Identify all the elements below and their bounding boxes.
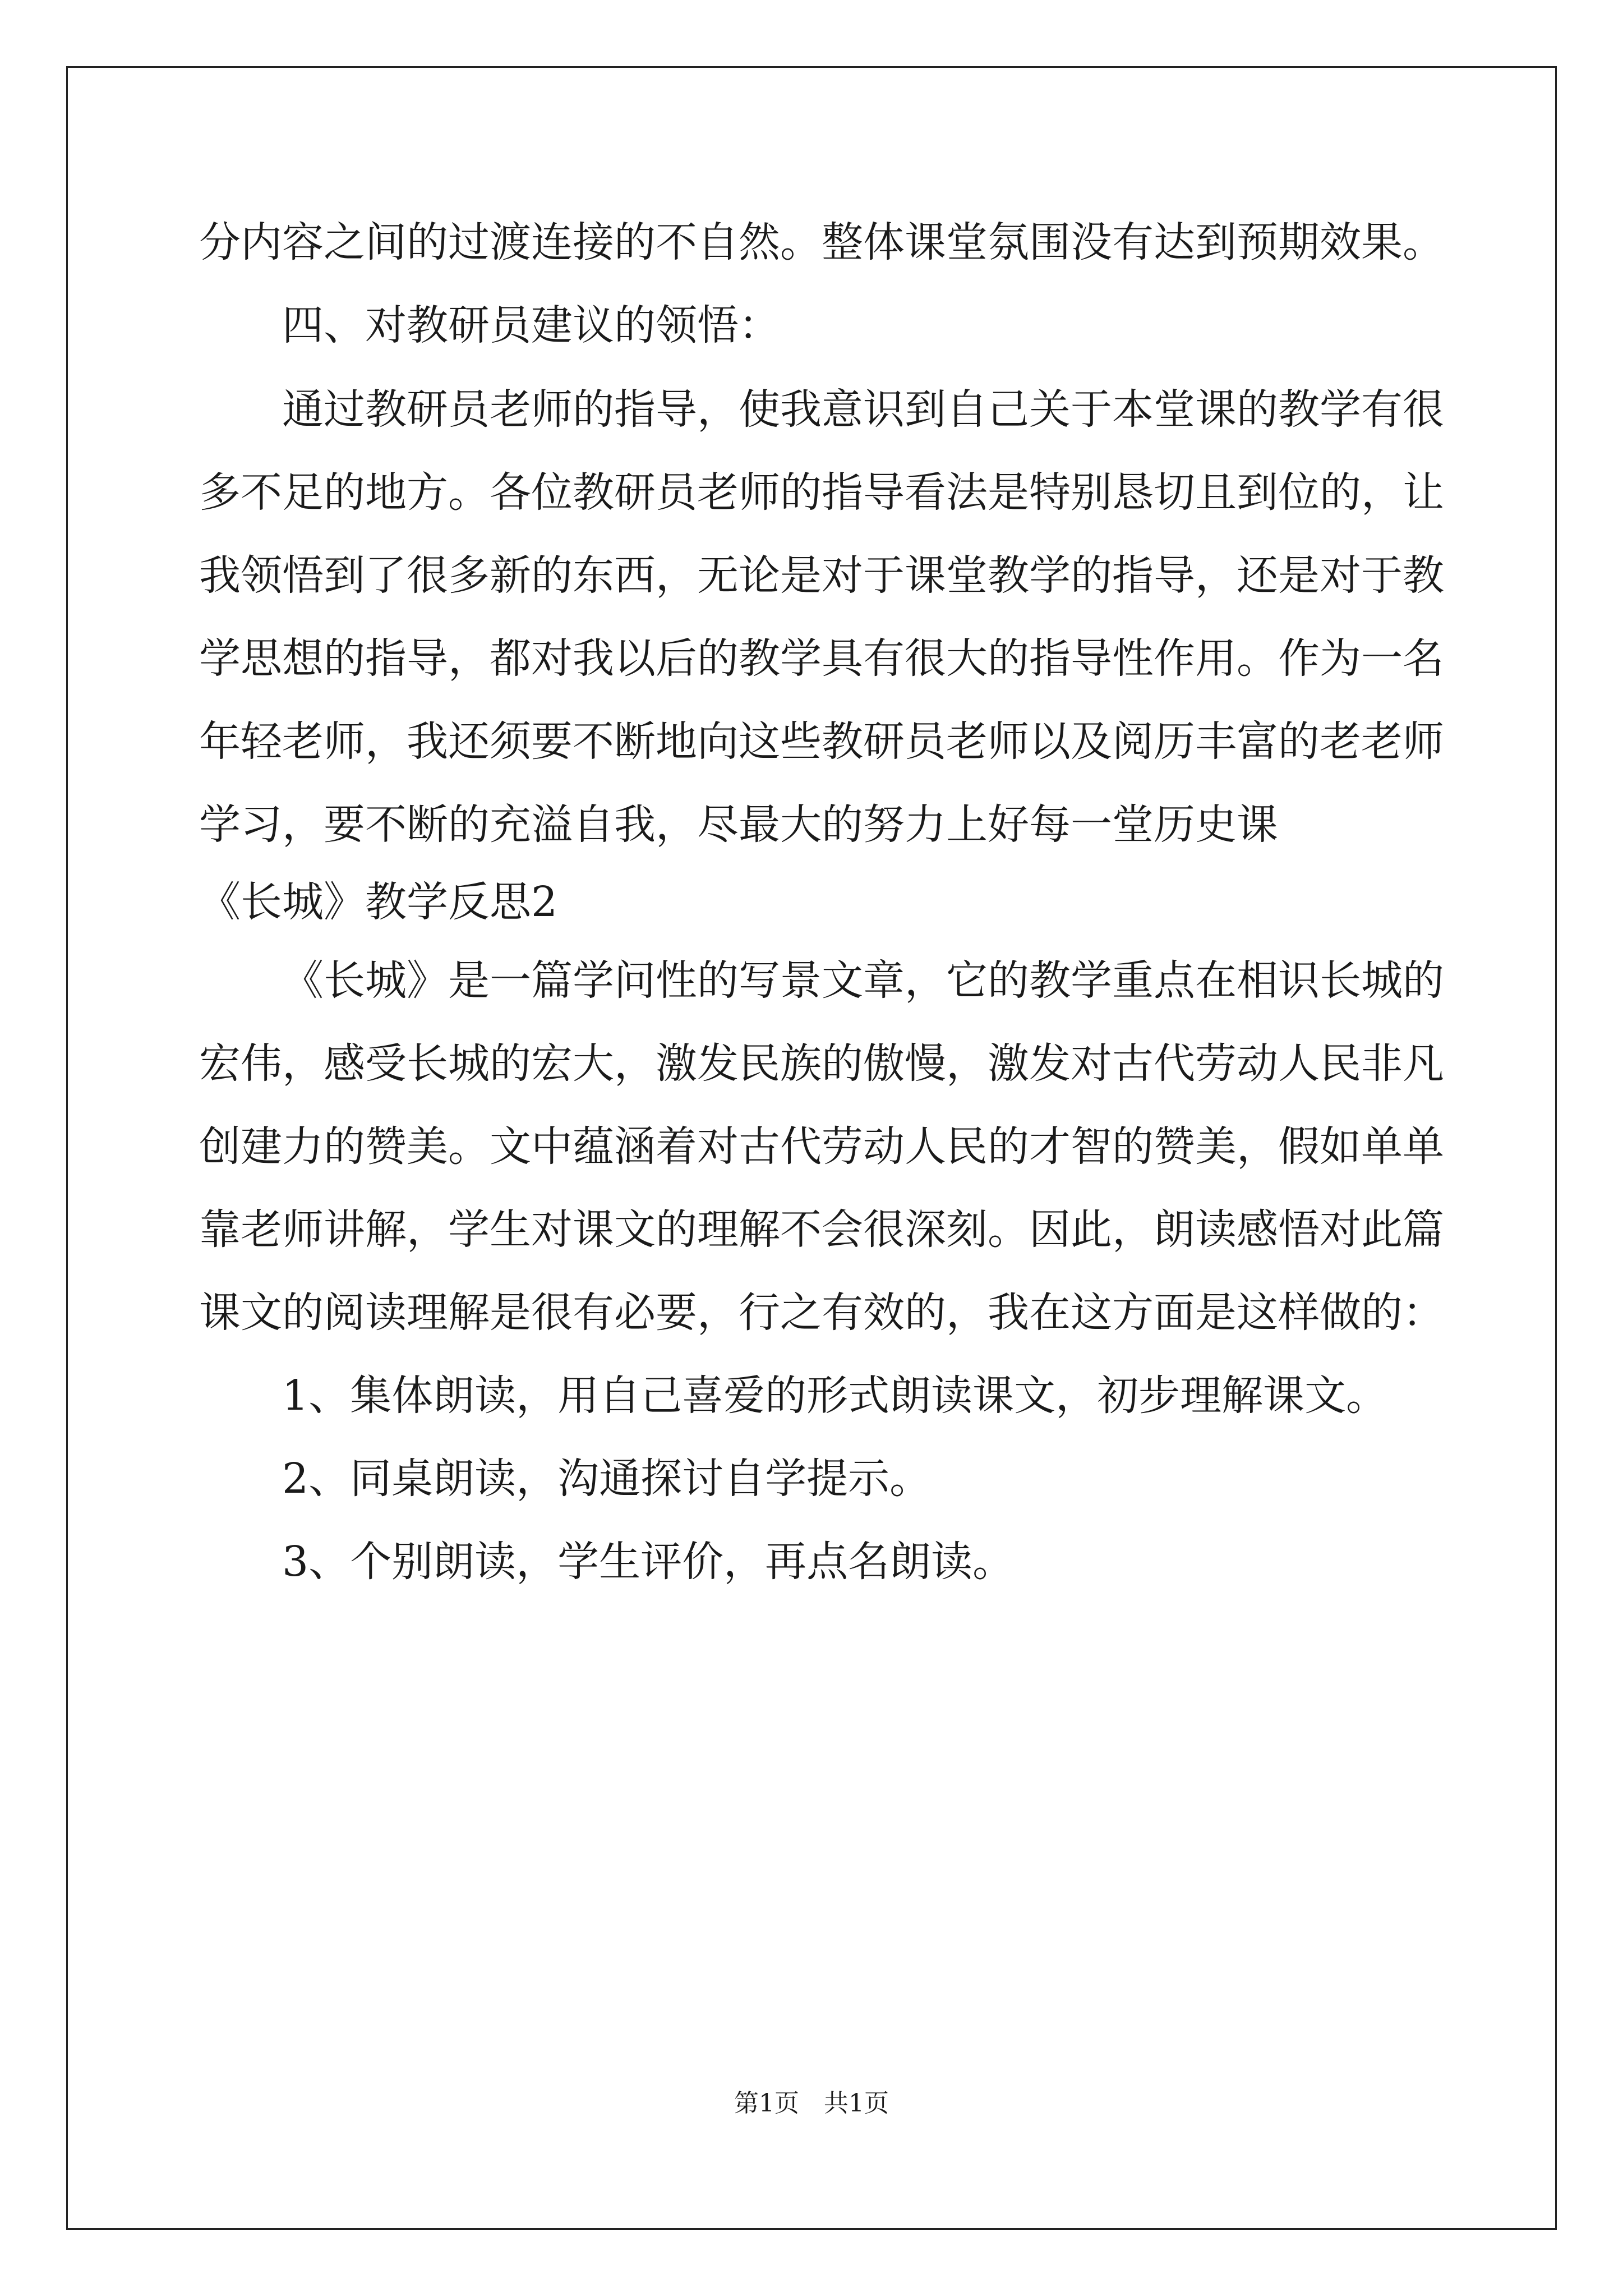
paragraph-line: 分内容之间的过渡连接的不自然。整体课堂氛围没有达到预期效果。: [199, 218, 1444, 266]
paragraph-line: 我领悟到了很多新的东西，无论是对于课堂教学的指导，还是对于教: [199, 551, 1444, 600]
page-number-footer: 第1页 共1页: [734, 2089, 889, 2118]
list-item: 2、同桌朗读，沟通探讨自学提示。: [282, 1455, 932, 1503]
paragraph-line: 学思想的指导，都对我以后的教学具有很大的指导性作用。作为一名: [199, 634, 1444, 683]
list-item: 1、集体朗读，用自己喜爱的形式朗读课文，初步理解课文。: [282, 1372, 1388, 1420]
paragraph-line: 创建力的赞美。文中蕴涵着对古代劳动人民的才智的赞美，假如单单: [199, 1122, 1444, 1171]
paragraph-line: 学习，要不断的充溢自我，尽最大的努力上好每一堂历史课: [199, 800, 1278, 849]
paragraph-line: 年轻老师，我还须要不断地向这些教研员老师以及阅历丰富的老老师: [199, 717, 1444, 766]
paragraph-line: 《长城》是一篇学问性的写景文章，它的教学重点在相识长城的: [282, 956, 1444, 1005]
article-title: 《长城》教学反思2: [199, 878, 558, 926]
paragraph-line: 宏伟，感受长城的宏大，激发民族的傲慢，激发对古代劳动人民非凡: [199, 1039, 1444, 1088]
list-item: 3、个别朗读，学生评价，再点名朗读。: [282, 1538, 1015, 1586]
paragraph-line: 通过教研员老师的指导，使我意识到自己关于本堂课的教学有很: [282, 385, 1444, 434]
section-heading: 四、对教研员建议的领悟：: [282, 301, 780, 349]
paragraph-line: 多不足的地方。各位教研员老师的指导看法是特别恳切且到位的，让: [199, 468, 1444, 517]
paragraph-line: 课文的阅读理解是很有必要，行之有效的，我在这方面是这样做的：: [199, 1289, 1444, 1337]
paragraph-line: 靠老师讲解，学生对课文的理解不会很深刻。因此，朗读感悟对此篇: [199, 1205, 1444, 1254]
